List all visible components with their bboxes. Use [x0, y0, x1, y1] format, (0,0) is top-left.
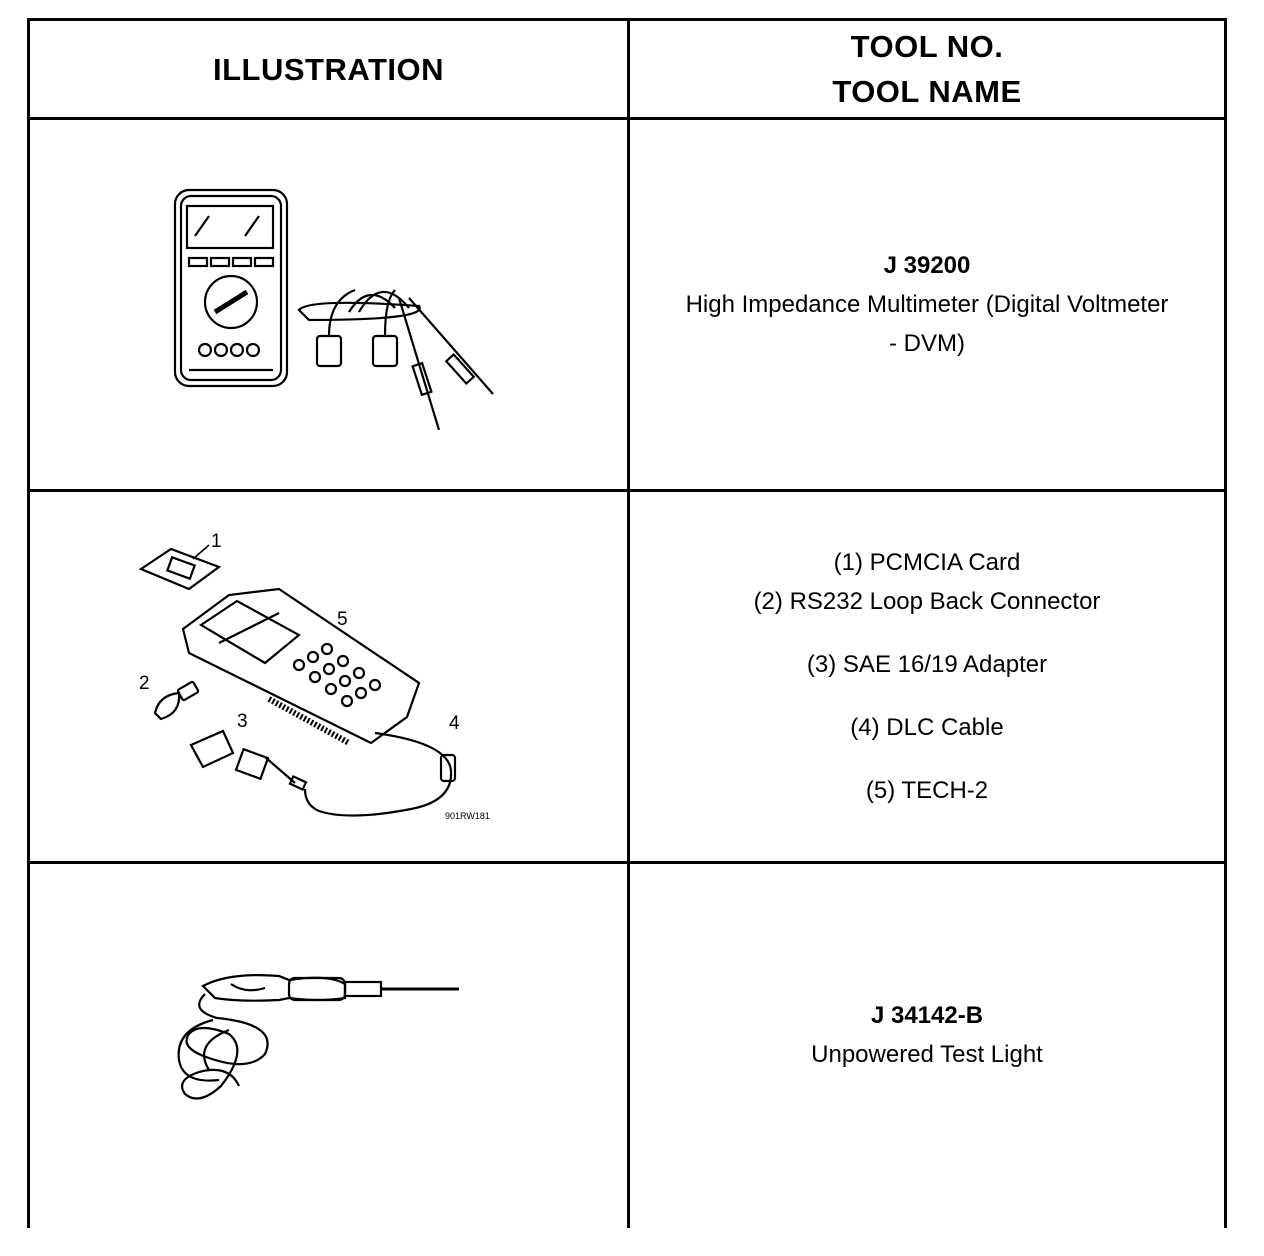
list-item: (3) SAE 16/19 Adapter [806, 651, 1048, 678]
tool-name-line: High Impedance Multimeter (Digital Voltmeter [685, 291, 1169, 318]
row-3-tool-cell [630, 864, 1224, 1228]
callout-1: 1 [210, 530, 222, 552]
tool-number: J 39200 [883, 252, 971, 279]
list-item: (4) DLC Cable [850, 714, 1004, 741]
callout-4: 4 [448, 712, 460, 734]
test-leads [299, 290, 493, 430]
row-1-tool-cell [630, 120, 1224, 489]
row-2-tool-cell [630, 492, 1224, 861]
row-2-illustration-cell [30, 492, 627, 861]
header-illustration-cell [30, 21, 627, 117]
callout-2: 2 [138, 672, 150, 694]
rs232-loop-back-connector [155, 681, 199, 719]
tech2-scan-tool [183, 589, 419, 743]
list-item: (5) TECH-2 [865, 777, 989, 804]
tool-table [27, 18, 1227, 1228]
pcmcia-card [141, 549, 219, 589]
tech2-kit-illustration [119, 517, 539, 837]
multimeter-illustration [159, 180, 499, 430]
callout-3: 3 [236, 710, 248, 732]
tool-name-line: Unpowered Test Light [811, 1041, 1043, 1068]
header-tool-name: TOOL NAME [832, 74, 1022, 109]
multimeter-body [175, 190, 287, 386]
header-tool-cell [630, 21, 1224, 117]
list-item: (2) RS232 Loop Back Connector [753, 588, 1101, 615]
table-border-right [1224, 18, 1227, 1228]
figure-id: 901RW181 [444, 810, 490, 821]
dlc-cable [305, 733, 455, 816]
test-light-cord [178, 994, 267, 1099]
row-1-illustration-cell [30, 120, 627, 489]
callout-leader [193, 545, 209, 559]
test-light-illustration [169, 954, 489, 1124]
row-3-illustration-cell [30, 864, 627, 1228]
list-item: (1) PCMCIA Card [833, 549, 1021, 576]
callout-5: 5 [336, 608, 348, 630]
header-illustration: ILLUSTRATION [212, 51, 444, 87]
tool-name-line: - DVM) [889, 330, 965, 357]
header-tool-no: TOOL NO. [850, 29, 1004, 64]
sae-adapter [191, 731, 306, 790]
test-light-probe [203, 975, 459, 1001]
tool-number: J 34142-B [870, 1002, 984, 1029]
